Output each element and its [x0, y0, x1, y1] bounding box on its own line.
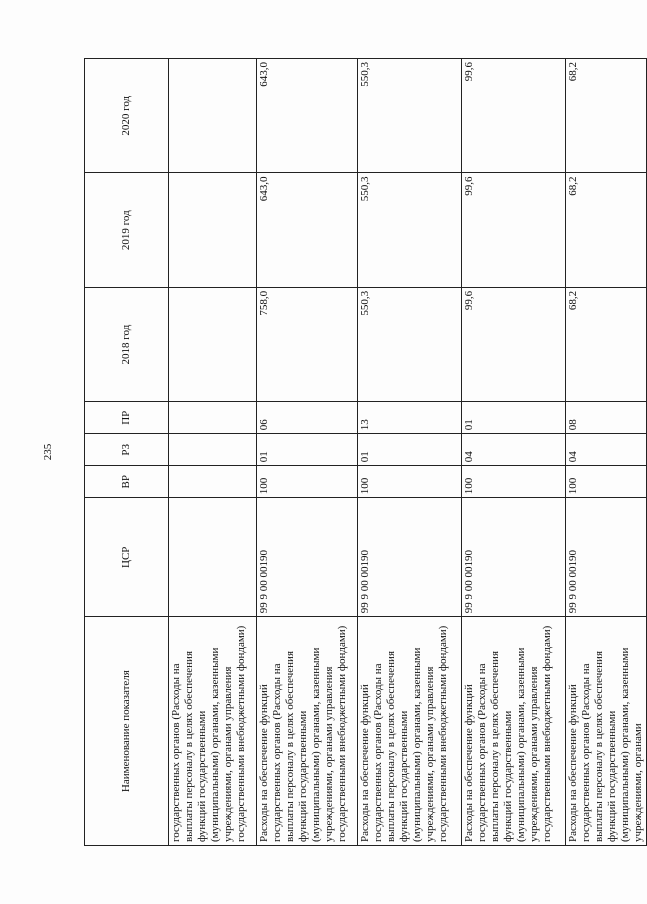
cell-rz: 01 — [257, 434, 358, 466]
cell-2018: 99,6 — [462, 287, 566, 401]
header-rz: РЗ — [85, 434, 169, 466]
cell-vr: 100 — [566, 466, 647, 498]
cell-name: Расходы на обеспечение функций государственных органов (Расходы на выплаты персоналу в целях обеспечения функций государственными (муниципальными) органами, казенными учреждениями, органами управления государственными внебюджетными фондами) — [257, 617, 358, 846]
cell-vr: 100 — [358, 466, 462, 498]
cell-2018: 68,2 — [566, 287, 647, 401]
table-row — [169, 59, 257, 846]
cell-2019: 68,2 — [566, 173, 647, 287]
cell-2020: 643,0 — [257, 59, 358, 173]
header-2018: 2018 год — [85, 287, 169, 401]
cell-vr: 100 — [462, 466, 566, 498]
budget-table-container — [84, 58, 644, 846]
cell-csr: 99 9 00 00190 — [257, 498, 358, 617]
cell-pr: 06 — [257, 402, 358, 434]
cell-pr: 01 — [462, 402, 566, 434]
cell-2020: 99,6 — [462, 59, 566, 173]
budget-table — [84, 58, 647, 846]
cell-2018: 758,0 — [257, 287, 358, 401]
page-number: 235 — [42, 443, 54, 461]
cell-rz: 01 — [358, 434, 462, 466]
table-row — [566, 59, 647, 846]
header-2019: 2019 год — [85, 173, 169, 287]
cell-2018: 550,3 — [358, 287, 462, 401]
cell-name: Расходы на обеспечение функций государственных органов (Расходы на выплаты персоналу в целях обеспечения функций государственными (муниципальными) органами, казенными учреждениями, органами управления государственными внебюджетными фондами) — [358, 617, 462, 846]
cell-2019: 550,3 — [358, 173, 462, 287]
cell-name: Расходы на обеспечение функций государственных органов (Расходы на выплаты персоналу в целях обеспечения функций государственными (муниципальными) органами, казенными учреждениями, органами управления государственными внебюджетными фондами) — [462, 617, 566, 846]
cell-name: государственных органов (Расходы на выплаты персоналу в целях обеспечения функций государственными (муниципальными) органами, казенными учреждениями, органами управления государственными внебюджетными фондами) — [169, 617, 257, 846]
cell-csr — [169, 498, 257, 617]
table-row — [257, 59, 358, 846]
table-row — [462, 59, 566, 846]
cell-csr: 99 9 00 00190 — [566, 498, 647, 617]
cell-vr: 100 — [257, 466, 358, 498]
header-name: Наименование показателя — [85, 617, 169, 846]
cell-rz — [169, 434, 257, 466]
header-vr: ВР — [85, 466, 169, 498]
cell-pr: 08 — [566, 402, 647, 434]
cell-2019: 99,6 — [462, 173, 566, 287]
cell-rz: 04 — [462, 434, 566, 466]
cell-csr: 99 9 00 00190 — [358, 498, 462, 617]
cell-2019 — [169, 173, 257, 287]
cell-name: Расходы на обеспечение функций государственных органов (Расходы на выплаты персоналу в целях обеспечения функций государственными (муниципальными) органами, казенными учреждениями, органами — [566, 617, 647, 846]
cell-pr: 13 — [358, 402, 462, 434]
cell-2020: 68,2 — [566, 59, 647, 173]
header-pr: ПР — [85, 402, 169, 434]
header-csr: ЦСР — [85, 498, 169, 617]
table-row — [358, 59, 462, 846]
cell-2020 — [169, 59, 257, 173]
cell-pr — [169, 402, 257, 434]
cell-rz: 04 — [566, 434, 647, 466]
cell-2020: 550,3 — [358, 59, 462, 173]
cell-vr — [169, 466, 257, 498]
cell-csr: 99 9 00 00190 — [462, 498, 566, 617]
header-2020: 2020 год — [85, 59, 169, 173]
cell-2019: 643,0 — [257, 173, 358, 287]
table-header-row — [85, 59, 169, 846]
cell-2018 — [169, 287, 257, 401]
